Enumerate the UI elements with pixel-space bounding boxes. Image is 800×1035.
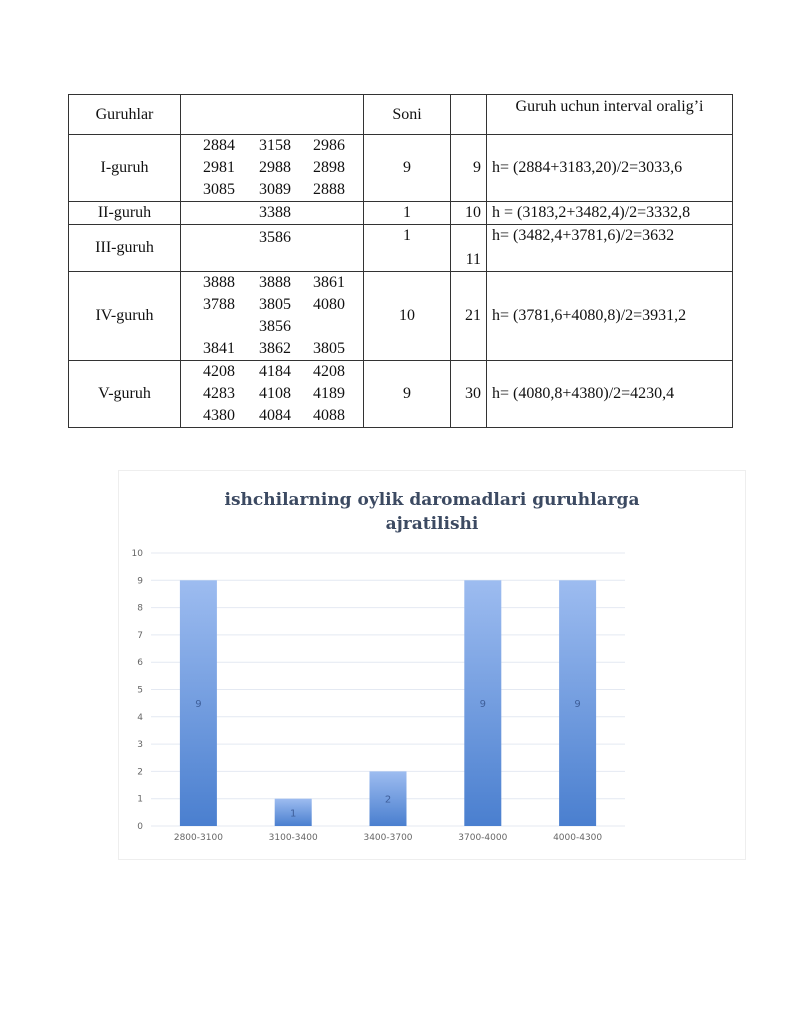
group-count: 1 [364,202,451,225]
y-tick-label: 5 [137,685,143,696]
group-interval: h= (3781,6+4080,8)/2=3931,2 [487,272,733,361]
group-count: 10 [364,272,451,361]
y-tick-label: 0 [137,822,143,832]
group-values [181,361,364,428]
value-cell: 4084 [259,407,291,424]
group-cumulative: 30 [451,361,487,428]
group-cumulative: 11 [451,225,487,272]
group-interval: h= (4080,8+4380)/2=4230,4 [487,361,733,428]
value-cell [203,202,259,224]
value-cell: 3888 [203,274,235,291]
value-cell: 4208 [203,363,235,380]
value-cell [313,316,363,338]
bar-data-label: 9 [479,699,486,711]
bar-data-label: 2 [384,794,392,806]
value-cell: 3586 [259,229,291,246]
y-tick-label: 1 [137,794,143,805]
group-cumulative: 10 [451,202,487,225]
group-cumulative: 21 [451,272,487,361]
table-row [69,135,733,202]
header-cumulative [451,95,487,135]
value-cell: 2981 [203,159,235,176]
y-tick-label: 3 [137,740,143,751]
value-cell: 4380 [203,407,235,424]
x-tick-label: 2800-3100 [173,833,223,843]
group-count: 9 [364,135,451,202]
y-tick-label: 8 [137,603,143,614]
table-row [69,272,733,361]
x-tick-label: 4000-4300 [553,833,603,843]
bar-chart [119,471,745,859]
group-values [181,225,364,272]
group-name: IV-guruh [69,272,181,361]
value-cell: 4184 [259,363,291,380]
value-cell: 3788 [203,296,235,313]
group-count: 1 [364,225,451,272]
value-cell: 3861 [313,274,345,291]
table-row [69,202,733,225]
value-cell: 2884 [203,137,235,154]
group-interval: h= (2884+3183,20)/2=3033,6 [487,135,733,202]
chart-title-line: ajratilishi [385,514,479,534]
y-tick-label: 6 [137,658,143,669]
group-values [181,202,364,225]
header-count: Soni [364,95,451,135]
value-cell: 4283 [203,385,235,402]
value-cell [313,227,363,249]
group-name: II-guruh [69,202,181,225]
value-cell [203,227,259,249]
value-cell: 4088 [313,407,345,424]
value-cell: 4189 [313,385,345,402]
x-tick-label: 3100-3400 [268,833,318,843]
value-cell: 4080 [313,296,345,313]
value-cell: 3862 [259,340,291,357]
value-cell: 3805 [259,296,291,313]
bar-data-label: 1 [290,808,297,820]
group-name: III-guruh [69,225,181,272]
value-cell: 4208 [313,363,345,380]
y-tick-label: 2 [137,767,143,778]
value-cell: 4108 [259,385,291,402]
group-cumulative: 9 [451,135,487,202]
value-cell: 2986 [313,137,345,154]
group-count: 9 [364,361,451,428]
table-row [69,225,733,272]
value-cell: 3158 [259,137,291,154]
value-cell [203,316,259,338]
header-values [181,95,364,135]
value-cell: 3085 [203,181,235,198]
group-interval: h = (3183,2+3482,4)/2=3332,8 [487,202,733,225]
value-cell: 3388 [259,204,291,221]
chart-card [118,470,746,860]
y-tick-label: 10 [131,549,143,559]
y-tick-label: 4 [137,712,143,723]
x-tick-label: 3700-4000 [458,833,508,843]
value-cell: 3805 [313,340,345,357]
group-interval: h= (3482,4+3781,6)/2=3632 [487,225,733,272]
group-values [181,272,364,361]
value-cell [313,202,363,224]
group-name: V-guruh [69,361,181,428]
value-cell: 3841 [203,340,235,357]
group-values [181,135,364,202]
header-interval: Guruh uchun interval oralig’i [487,95,733,135]
groups-table [68,94,733,428]
value-cell: 3089 [259,181,291,198]
value-cell: 2988 [259,159,291,176]
table-row [69,361,733,428]
x-tick-label: 3400-3700 [363,833,413,843]
value-cell: 3888 [259,274,291,291]
value-cell: 2888 [313,181,345,198]
value-cell: 2898 [313,159,345,176]
value-cell: 3856 [259,318,291,335]
y-tick-label: 9 [137,576,143,587]
y-tick-label: 7 [137,630,143,641]
bar-data-label: 9 [574,699,581,711]
group-name: I-guruh [69,135,181,202]
chart-title-line: ishchilarning oylik daromadlari guruhlarga [224,490,640,510]
bar-data-label: 9 [195,699,202,711]
header-group: Guruhlar [69,95,181,135]
